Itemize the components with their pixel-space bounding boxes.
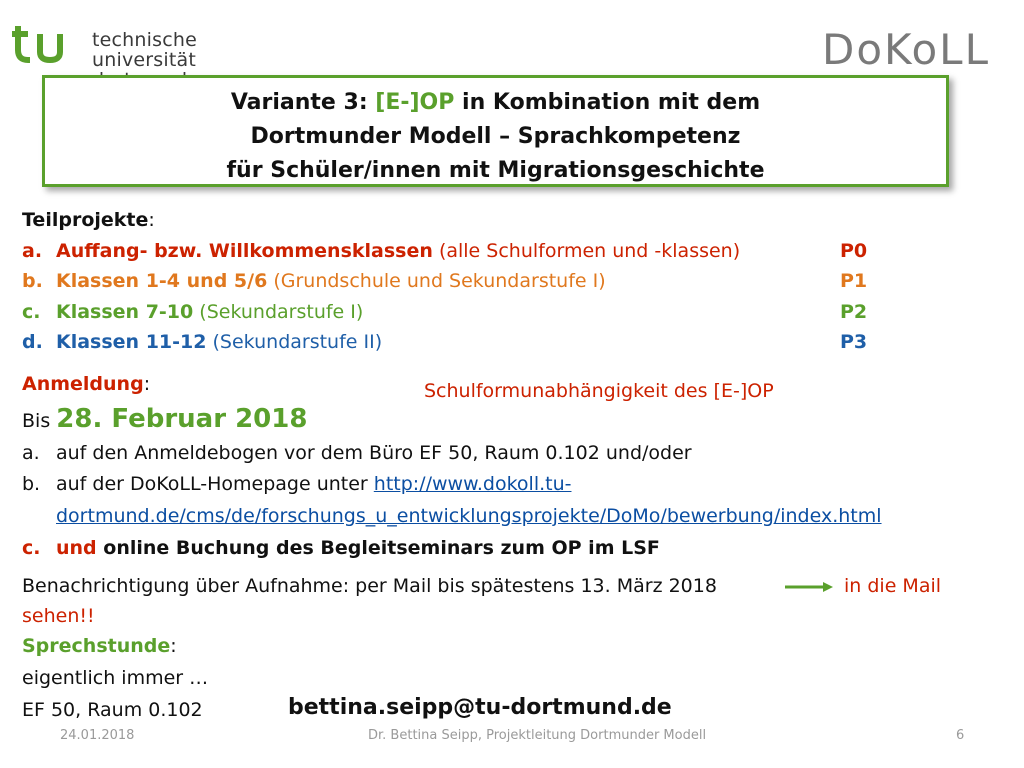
anmeldung-heading bbox=[22, 372, 150, 396]
deadline-line bbox=[22, 404, 307, 436]
teilprojekte-heading-text: Teilprojekte bbox=[22, 209, 149, 231]
teilprojekt-tag: P2 bbox=[840, 301, 868, 323]
contact-email[interactable]: bettina.seipp@tu-dortmund.de bbox=[288, 695, 672, 720]
sprechstunde-line1: eigentlich immer … bbox=[22, 667, 209, 689]
teilprojekt-item bbox=[22, 239, 740, 263]
teilprojekt-name: Auffang- bzw. Willkommensklassen bbox=[56, 240, 433, 262]
title-line2: Dortmunder Modell – Sprachkompetenz bbox=[250, 124, 741, 149]
anmeldung-heading-text: Anmeldung bbox=[22, 373, 144, 395]
benachrichtigung-highlight-2: sehen!! bbox=[22, 605, 95, 627]
sprechstunde-heading-text: Sprechstunde bbox=[22, 635, 171, 657]
anmeldung-item-b bbox=[22, 472, 571, 496]
teilprojekt-description: (Grundschule und Sekundarstufe I) bbox=[267, 270, 606, 292]
teilprojekt-tag: P0 bbox=[840, 240, 868, 262]
item-c-marker: c. bbox=[22, 537, 41, 559]
teilprojekt-description: (Sekundarstufe I) bbox=[193, 301, 364, 323]
homepage-link-part2[interactable]: dortmund.de/cms/de/forschungs_u_entwicklungsprojekte/DoMo/bewerbung/index.html bbox=[56, 505, 882, 527]
dokoll-logo-text: DoKoLL bbox=[822, 25, 990, 74]
teilprojekt-description: (alle Schulformen und -klassen) bbox=[432, 240, 741, 262]
benachrichtigung-highlight-1: in die Mail bbox=[844, 575, 942, 597]
item-c-text: online Buchung des Begleitseminars zum OP im LSF bbox=[96, 537, 660, 559]
teilprojekt-item bbox=[22, 330, 382, 354]
teilprojekt-marker: a. bbox=[22, 240, 43, 262]
item-a-marker: a. bbox=[22, 442, 40, 464]
tu-logo-line1: technische universität bbox=[92, 29, 198, 71]
teilprojekt-marker: d. bbox=[22, 331, 43, 353]
item-b-text: auf der DoKoLL-Homepage unter bbox=[56, 473, 374, 495]
teilprojekt-name: Klassen 7-10 bbox=[56, 301, 194, 323]
teilprojekt-tag: P3 bbox=[840, 331, 868, 353]
tu-dortmund-logo bbox=[12, 22, 292, 74]
anmeldung-item-a bbox=[22, 441, 692, 465]
teilprojekt-tag: P1 bbox=[840, 270, 868, 292]
teilprojekt-marker: b. bbox=[22, 270, 43, 292]
title-box bbox=[42, 75, 949, 187]
footer-date: 24.01.2018 bbox=[60, 728, 135, 743]
anmeldung-item-c bbox=[22, 536, 660, 560]
footer-page-number: 6 bbox=[956, 728, 965, 743]
title-line1 bbox=[45, 86, 946, 120]
item-c-und: und bbox=[56, 537, 97, 559]
bis-label: Bis bbox=[22, 410, 57, 432]
teilprojekt-name: Klassen 11-12 bbox=[56, 331, 207, 353]
deadline-date: 28. Februar 2018 bbox=[56, 404, 308, 434]
sprechstunde-colon: : bbox=[170, 635, 177, 657]
tu-logo-mark-icon bbox=[12, 22, 78, 72]
teilprojekt-marker: c. bbox=[22, 301, 41, 323]
item-b-marker: b. bbox=[22, 473, 41, 495]
right-arrow-icon bbox=[785, 582, 833, 592]
sprechstunde-room: EF 50, Raum 0.102 bbox=[22, 699, 203, 721]
anmeldung-colon: : bbox=[143, 373, 151, 395]
item-a-text: auf den Anmeldebogen vor dem Büro EF 50, Raum 0.102 und/oder bbox=[56, 442, 692, 464]
teilprojekte-heading bbox=[22, 208, 155, 232]
footer-author: Dr. Bettina Seipp, Projektleitung Dortmunder Modell bbox=[368, 728, 707, 743]
anmeldung-link-continuation bbox=[56, 504, 882, 528]
teilprojekt-item bbox=[22, 300, 363, 324]
title-suffix: in Kombination mit dem bbox=[454, 90, 761, 115]
title-line3: für Schüler/innen mit Migrationsgeschichte bbox=[226, 158, 765, 183]
teilprojekt-name: Klassen 1-4 und 5/6 bbox=[56, 270, 268, 292]
sprechstunde-heading bbox=[22, 634, 177, 658]
homepage-link-part1[interactable]: http://www.dokoll.tu- bbox=[373, 473, 572, 495]
title-prefix: Variante 3: bbox=[230, 90, 376, 115]
title-highlight: [E-]OP bbox=[375, 90, 455, 115]
benachrichtigung-text: Benachrichtigung über Aufnahme: per Mail bis spätestens 13. März 2018 bbox=[22, 575, 717, 597]
teilprojekt-item bbox=[22, 269, 606, 293]
dokoll-logo bbox=[822, 26, 1002, 76]
teilprojekte-colon: : bbox=[148, 209, 155, 231]
teilprojekt-description: (Sekundarstufe II) bbox=[206, 331, 383, 353]
schulform-note: Schulformunabhängigkeit des [E-]OP bbox=[424, 380, 774, 402]
